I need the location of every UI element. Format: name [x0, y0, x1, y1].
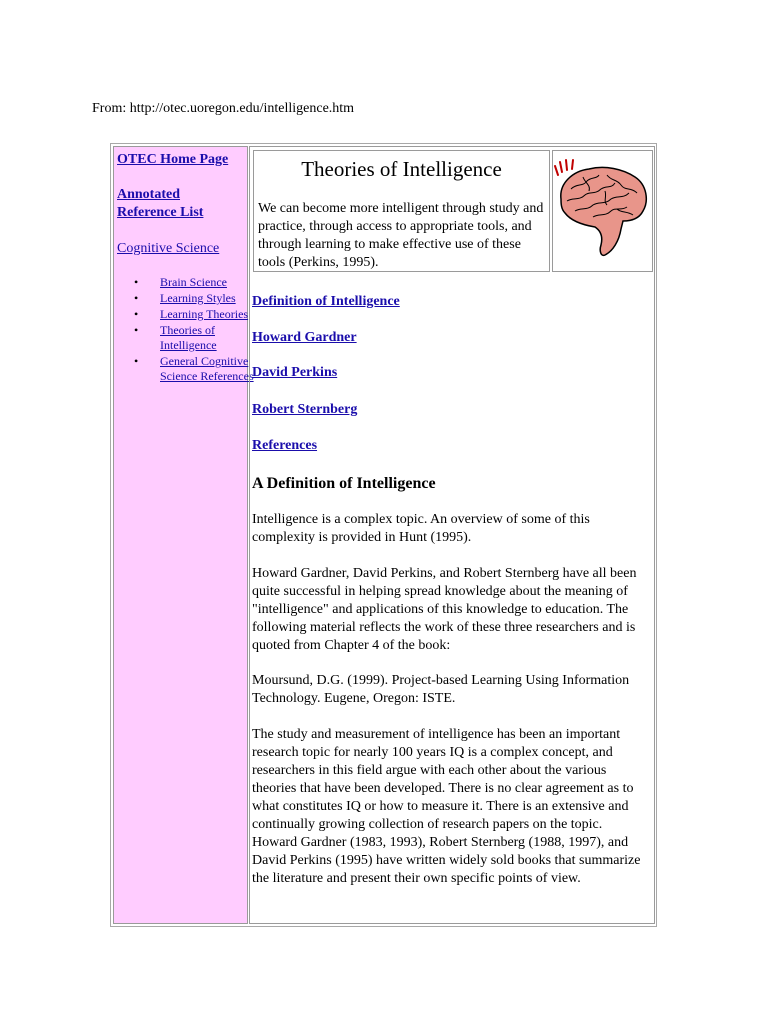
paragraph: Intelligence is a complex topic. An overview of some of this complexity is provided in Hunt (1995).: [252, 512, 590, 545]
david-perkins-link[interactable]: David Perkins: [252, 365, 338, 380]
sidebar: [113, 146, 254, 924]
list-item: [128, 323, 256, 353]
list-item: [128, 354, 256, 384]
robert-sternberg-link[interactable]: Robert Sternberg: [252, 402, 358, 417]
list-item: [128, 291, 256, 306]
sidebar-item-brain-science[interactable]: Brain Science: [160, 275, 227, 289]
annotated-reference-link[interactable]: Annotated Reference List: [117, 187, 204, 220]
otec-home-link[interactable]: OTEC Home Page: [117, 152, 229, 167]
list-item: [128, 275, 256, 290]
sidebar-sub-list: [128, 275, 256, 385]
sidebar-item-general-references[interactable]: General Cognitive Science References: [160, 354, 254, 383]
sidebar-item-learning-theories[interactable]: Learning Theories: [160, 307, 249, 321]
brain-image-cell: [552, 150, 653, 272]
intro-text: We can become more intelligent through study and practice, through access to appropriate tools, and through learning to make effective use of these tools (Perkins, 1995).: [258, 201, 544, 270]
definition-link[interactable]: Definition of Intelligence: [252, 294, 400, 309]
paragraph: Moursund, D.G. (1999). Project-based Learning Using Information Technology. Eugene, Oregon: ISTE.: [252, 673, 630, 706]
source-url-line: From: http://otec.uoregon.edu/intelligence.htm: [92, 101, 355, 116]
title-cell: [253, 150, 550, 272]
references-link[interactable]: References: [252, 438, 318, 453]
sidebar-item-theories-of-intelligence[interactable]: Theories of Intelligence: [160, 323, 217, 352]
page-title: Theories of Intelligence: [301, 157, 502, 181]
section-heading: A Definition of Intelligence: [252, 475, 436, 492]
cognitive-science-link[interactable]: Cognitive Science: [117, 241, 220, 256]
howard-gardner-link[interactable]: Howard Gardner: [252, 330, 357, 345]
paragraph: The study and measurement of intelligence has been an important research topic for nearly 100 years IQ is a complex concept, and researchers in this field argue with each other about the various theories that have been developed. There is no clear agreement as to what constitutes IQ or how to measure it. There is an extensive and continually growing collection of research papers on the topic. Howard Gardner (1983, 1993), Robert Sternberg (1988, 1997), and David Perkins (1995) have written widely sold books that summarize the literature and present their own specific points of view.: [252, 727, 641, 886]
paragraph: Howard Gardner, David Perkins, and Robert Sternberg have all been quite successful in helping spread knowledge about the meaning of "intelligence" and applications of this knowledge to education. The following material reflects the work of these three researchers and is quoted from Chapter 4 of the book:: [252, 566, 637, 653]
brain-icon: [553, 151, 652, 271]
sidebar-item-learning-styles[interactable]: Learning Styles: [160, 291, 236, 305]
list-item: [128, 307, 256, 322]
